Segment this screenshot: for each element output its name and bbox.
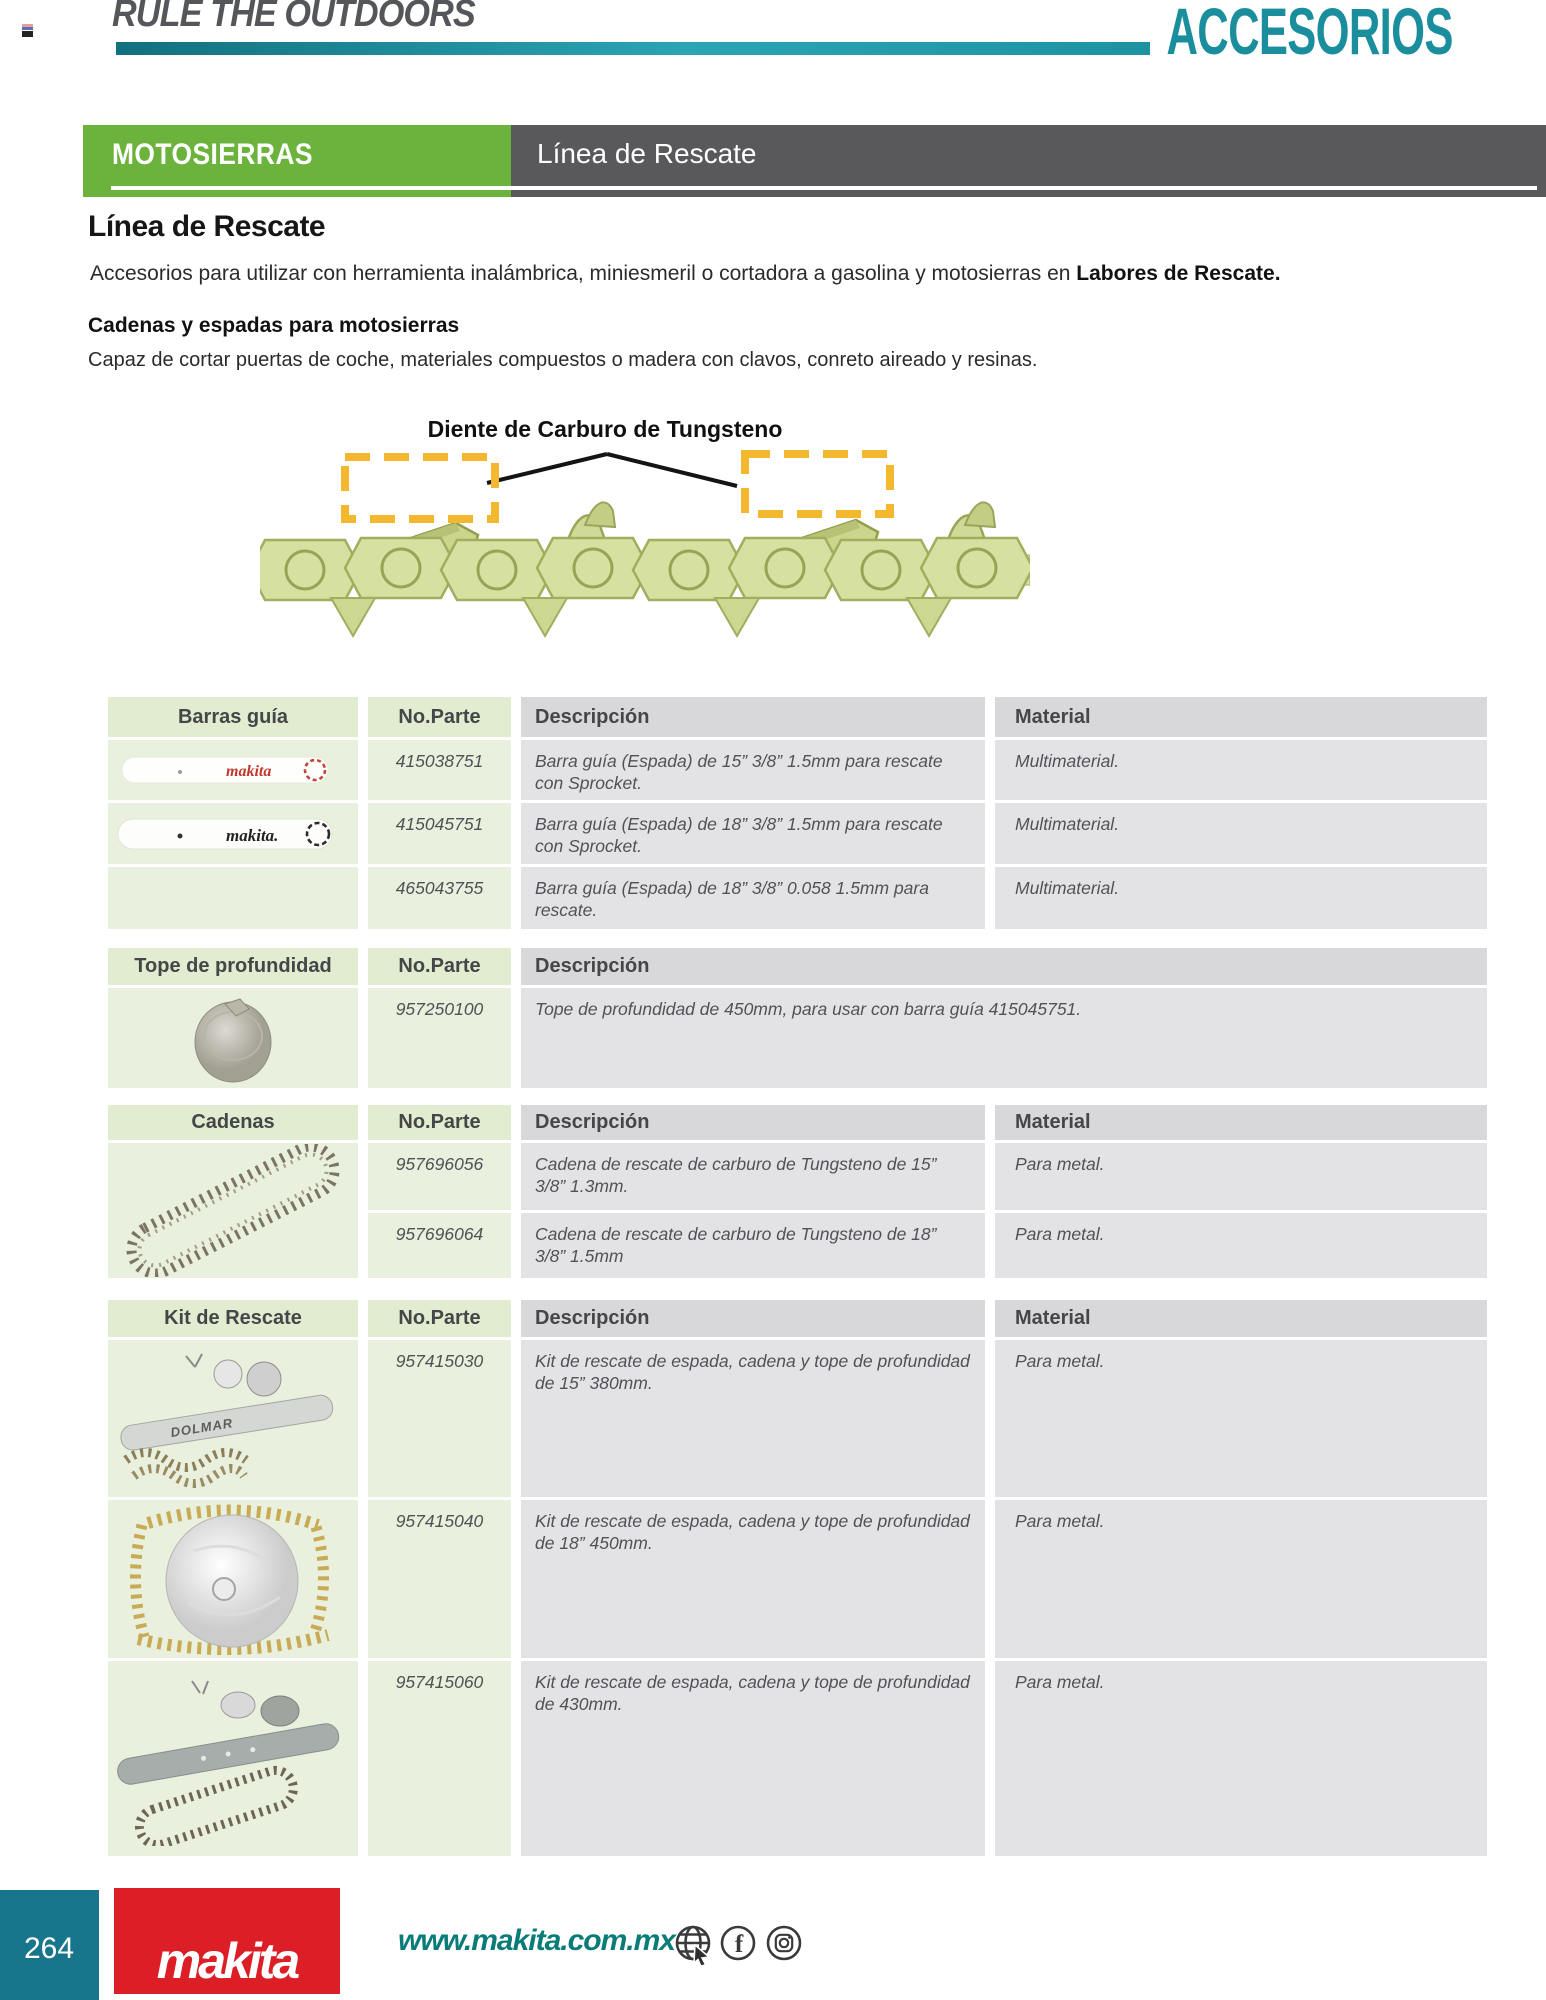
product-material: Para metal. [995, 1500, 1487, 1658]
table-row-image-cell [108, 1143, 358, 1278]
subcategory-label: Línea de Rescate [537, 138, 757, 169]
part-number: 415038751 [368, 740, 511, 800]
page-title: Línea de Rescate [88, 210, 326, 243]
corner-flag-icon [22, 24, 33, 37]
product-description: Barra guía (Espada) de 15” 3/8” 1.5mm para rescate con Sprocket. [521, 740, 985, 800]
table-row-image-cell [108, 1500, 358, 1658]
figure-pointer-lines [487, 454, 737, 486]
section-title: ACCESORIOS [1166, 0, 1453, 68]
makita-wordmark: makita [156, 1933, 298, 1989]
part-number: 465043755 [368, 867, 511, 929]
product-description: Barra guía (Espada) de 18” 3/8” 1.5mm para rescate con Sprocket. [521, 803, 985, 864]
table-0-col-desc: Descripción [521, 697, 985, 737]
intro-paragraph [90, 262, 1281, 286]
table-3-col-part: No.Parte [368, 1300, 511, 1337]
rescue-kit-18-image [108, 1499, 358, 1659]
table-3-col-desc: Descripción [521, 1300, 985, 1337]
product-material: Para metal. [995, 1340, 1487, 1497]
table-row-image-cell [108, 988, 358, 1088]
table-2-col-part: No.Parte [368, 1105, 511, 1140]
figure-label: Diente de Carburo de Tungsteno [427, 416, 783, 442]
table-1-col-part: No.Parte [368, 948, 511, 985]
product-material: Para metal. [995, 1143, 1487, 1210]
rescue-chain-image [108, 1144, 358, 1277]
product-material: Multimaterial. [995, 740, 1487, 800]
table-2-title: Cadenas [108, 1105, 358, 1140]
tungsten-chain-figure [260, 405, 1030, 660]
table-0-col-material: Material [995, 697, 1487, 737]
part-number: 957415040 [368, 1500, 511, 1658]
table-row-image-cell [108, 1340, 358, 1497]
table-2-col-material: Material [995, 1105, 1487, 1140]
intro-text: Accesorios para utilizar con herramienta inalámbrica, miniesmeril o cortadora a gasolina y motosierras en [90, 262, 1077, 285]
product-material: Para metal. [995, 1213, 1487, 1278]
svg-text:f: f [734, 1931, 744, 1958]
product-description: Tope de profundidad de 450mm, para usar con barra guía 415045751. [521, 988, 1487, 1088]
svg-text:makita.: makita. [226, 825, 279, 845]
product-description: Barra guía (Espada) de 18” 3/8” 0.058 1.5mm para rescate. [521, 867, 985, 929]
makita-logo [114, 1888, 340, 1994]
product-description: Kit de rescate de espada, cadena y tope de profundidad de 18” 450mm. [521, 1500, 985, 1658]
svg-text:makita: makita [226, 763, 272, 780]
part-number: 957415060 [368, 1661, 511, 1856]
table-row-image-cell [108, 867, 358, 929]
part-number: 957250100 [368, 988, 511, 1088]
guide-bar-18in-image [114, 806, 352, 862]
table-3-title: Kit de Rescate [108, 1300, 358, 1337]
header-accent-bar [116, 42, 1150, 55]
website-link[interactable]: www.makita.com.mx [398, 1924, 675, 1957]
carbide-highlight-box-right [745, 454, 890, 514]
guide-bar-15in-image [118, 744, 348, 796]
instagram-icon[interactable] [762, 1921, 806, 1965]
part-number: 957696056 [368, 1143, 511, 1210]
rescue-kit-430-image [108, 1671, 358, 1846]
svg-text:DOLMAR: DOLMAR [169, 1414, 235, 1440]
table-row-image-cell [108, 803, 358, 864]
part-number: 957696064 [368, 1213, 511, 1278]
sub-paragraph: Capaz de cortar puertas de coche, materiales compuestos o madera con clavos, conreto aireado y resinas. [88, 349, 1038, 371]
part-number: 957415030 [368, 1340, 511, 1497]
category-label: MOTOSIERRAS [112, 138, 313, 171]
intro-text-bold: Labores de Rescate. [1076, 262, 1281, 285]
depth-stop-image [187, 990, 279, 1086]
table-1-title: Tope de profundidad [108, 948, 358, 985]
product-description: Cadena de rescate de carburo de Tungsteno de 18” 3/8” 1.5mm [521, 1213, 985, 1278]
product-description: Cadena de rescate de carburo de Tungsteno de 15” 3/8” 1.3mm. [521, 1143, 985, 1210]
globe-cursor-icon[interactable] [671, 1921, 715, 1965]
slogan-text: RULE THE OUTDOORS [112, 0, 475, 35]
table-1-col-desc: Descripción [521, 948, 1487, 985]
product-material: Para metal. [995, 1661, 1487, 1856]
table-2-col-desc: Descripción [521, 1105, 985, 1140]
page-number: 264 [24, 1932, 75, 1965]
product-material: Multimaterial. [995, 803, 1487, 864]
table-0-col-part: No.Parte [368, 697, 511, 737]
part-number: 415045751 [368, 803, 511, 864]
bar-underline [111, 186, 1537, 190]
product-description: Kit de rescate de espada, cadena y tope de profundidad de 430mm. [521, 1661, 985, 1856]
product-description: Kit de rescate de espada, cadena y tope de profundidad de 15” 380mm. [521, 1340, 985, 1497]
table-row-image-cell [108, 1661, 358, 1856]
table-0-title: Barras guía [108, 697, 358, 737]
sub-heading: Cadenas y espadas para motosierras [88, 314, 460, 337]
carbide-highlight-box-left [345, 457, 495, 519]
rescue-kit-15-image [108, 1344, 358, 1494]
table-row-image-cell [108, 740, 358, 800]
product-material: Multimaterial. [995, 867, 1487, 929]
table-3-col-material: Material [995, 1300, 1487, 1337]
facebook-icon[interactable] [716, 1921, 760, 1965]
